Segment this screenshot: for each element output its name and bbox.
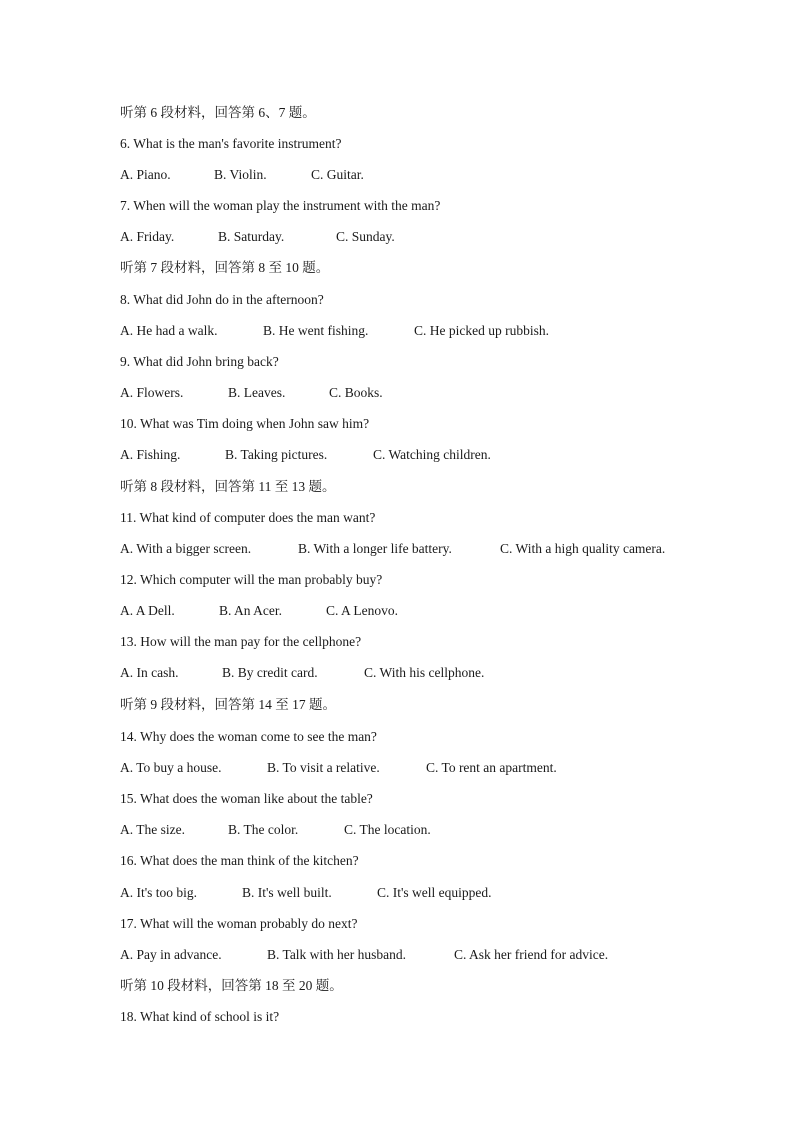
option-14-b: B. To visit a relative. xyxy=(267,760,380,775)
option-7-c: C. Sunday. xyxy=(336,229,395,244)
question-10: 10. What was Tim doing when John saw him? xyxy=(120,416,370,431)
option-8-b: B. He went fishing. xyxy=(263,323,369,338)
section-heading-9: 听第 9 段材料，回答第 14 至 17 题。 xyxy=(120,697,336,712)
option-10-b: B. Taking pictures. xyxy=(225,447,328,462)
option-17-a: A. Pay in advance. xyxy=(120,947,222,962)
option-9-b: B. Leaves. xyxy=(228,385,286,400)
question-6: 6. What is the man's favorite instrument? xyxy=(120,136,342,151)
option-14-c: C. To rent an apartment. xyxy=(426,760,557,775)
question-17: 17. What will the woman probably do next? xyxy=(120,916,358,931)
option-6-a: A. Piano. xyxy=(120,167,171,182)
question-9: 9. What did John bring back? xyxy=(120,354,279,369)
section-heading-7: 听第 7 段材料，回答第 8 至 10 题。 xyxy=(120,260,330,275)
question-16: 16. What does the man think of the kitchen? xyxy=(120,853,359,868)
option-13-a: A. In cash. xyxy=(120,665,179,680)
question-11: 11. What kind of computer does the man want? xyxy=(120,510,376,525)
option-8-a: A. He had a walk. xyxy=(120,323,218,338)
option-13-c: C. With his cellphone. xyxy=(364,665,485,680)
option-10-a: A. Fishing. xyxy=(120,447,181,462)
option-7-b: B. Saturday. xyxy=(218,229,285,244)
section-heading-8: 听第 8 段材料，回答第 11 至 13 题。 xyxy=(120,479,336,494)
option-6-b: B. Violin. xyxy=(214,167,267,182)
question-18: 18. What kind of school is it? xyxy=(120,1009,280,1024)
option-15-b: B. The color. xyxy=(228,822,299,837)
option-16-c: C. It's well equipped. xyxy=(377,885,492,900)
option-17-b: B. Talk with her husband. xyxy=(267,947,407,962)
question-15: 15. What does the woman like about the table? xyxy=(120,791,373,806)
option-17-c: C. Ask her friend for advice. xyxy=(454,947,609,962)
section-heading-10: 听第 10 段材料，回答第 18 至 20 题。 xyxy=(120,978,343,993)
option-9-a: A. Flowers. xyxy=(120,385,184,400)
option-11-a: A. With a bigger screen. xyxy=(120,541,252,556)
question-14: 14. Why does the woman come to see the man? xyxy=(120,729,377,744)
option-12-c: C. A Lenovo. xyxy=(326,603,399,618)
option-7-a: A. Friday. xyxy=(120,229,175,244)
question-7: 7. When will the woman play the instrument with the man? xyxy=(120,198,441,213)
option-15-c: C. The location. xyxy=(344,822,431,837)
section-heading-6: 听第 6 段材料，回答第 6、7 题。 xyxy=(120,105,316,120)
option-11-b: B. With a longer life battery. xyxy=(298,541,452,556)
option-15-a: A. The size. xyxy=(120,822,185,837)
option-8-c: C. He picked up rubbish. xyxy=(414,323,549,338)
option-14-a: A. To buy a house. xyxy=(120,760,222,775)
option-16-a: A. It's too big. xyxy=(120,885,198,900)
option-12-a: A. A Dell. xyxy=(120,603,175,618)
option-11-c: C. With a high quality camera. xyxy=(500,541,666,556)
option-12-b: B. An Acer. xyxy=(219,603,282,618)
question-8: 8. What did John do in the afternoon? xyxy=(120,292,324,307)
option-9-c: C. Books. xyxy=(329,385,383,400)
question-12: 12. Which computer will the man probably buy? xyxy=(120,572,383,587)
option-6-c: C. Guitar. xyxy=(311,167,364,182)
question-13: 13. How will the man pay for the cellphone? xyxy=(120,634,362,649)
option-16-b: B. It's well built. xyxy=(242,885,332,900)
option-10-c: C. Watching children. xyxy=(373,447,491,462)
option-13-b: B. By credit card. xyxy=(222,665,318,680)
